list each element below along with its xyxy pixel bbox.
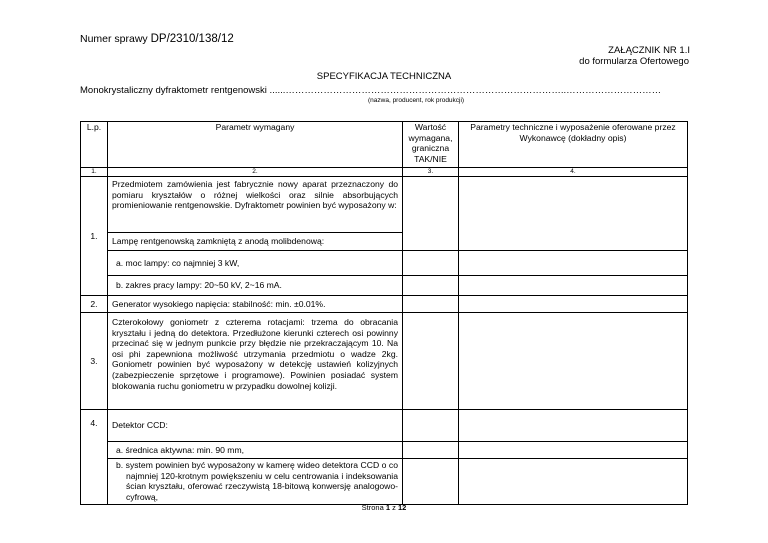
- value-cell[interactable]: [403, 276, 459, 296]
- table-header-row: [81, 122, 688, 168]
- row-lp: 3.: [81, 313, 108, 410]
- table-row: [81, 442, 688, 459]
- case-number: DP/2310/138/12: [150, 33, 234, 45]
- offered-cell[interactable]: [459, 177, 688, 251]
- offered-cell[interactable]: [459, 296, 688, 313]
- page-total: 12: [397, 503, 407, 512]
- device-line: Monokrystaliczny dyfraktometr rentgenowski ......……………………………………………………………………………..…………………………: [80, 85, 662, 96]
- col-number: 2.: [108, 168, 403, 177]
- table-row: [81, 177, 688, 233]
- value-cell[interactable]: [403, 442, 459, 459]
- offered-cell[interactable]: [459, 442, 688, 459]
- value-cell[interactable]: [403, 177, 459, 251]
- page-label: Strona: [361, 503, 384, 512]
- row-text: b. zakres pracy lampy: 20~50 kV, 2~16 mA.: [108, 276, 403, 296]
- offered-cell[interactable]: [459, 410, 688, 442]
- row-text: Czterokołowy goniometr z czterema rotacjami: trzema do obracania kryształu i jedną do detektora. Przedłużone kierunki czterech osi powinny przecinać się w jednym punkcie przy błędzie nie przekraczającym 10. Na osi phi zapewniona możliwość utrzymania przedmiotu o wadze 2kg. Goniometr powinien być wyposażony w detekcję ustawień kolizyjnych (zabezpieczenie sprzętowe i programowe). Powinien posiadać system blokowania ruchu goniometru w przypadku dowolnej kolizji.: [108, 313, 403, 410]
- value-cell[interactable]: [403, 296, 459, 313]
- annex-title: ZAŁĄCZNIK NR 1.I: [608, 45, 690, 56]
- offered-cell[interactable]: [459, 276, 688, 296]
- table-row: [81, 459, 688, 505]
- header-param: Parametr wymagany: [108, 122, 403, 168]
- device-note: (nazwa, producent, rok produkcji): [368, 97, 465, 104]
- page-footer: [0, 503, 768, 512]
- intro-text: Przedmiotem zamówienia jest fabrycznie nowy aparat przeznaczony do pomiaru kryształów o różnej wielkości oraz silnie absorbujących promieniowanie rentgenowskie. Dyfraktometr powinien być wyposażony w:: [108, 177, 403, 233]
- row-lp: 4.: [81, 410, 108, 505]
- row-text: Lampę rentgenowską zamkniętą z anodą molibdenową:: [108, 233, 403, 251]
- value-cell[interactable]: [403, 459, 459, 505]
- table-row: [81, 313, 688, 410]
- row-lp: 2.: [81, 296, 108, 313]
- spec-table: [80, 121, 688, 505]
- value-cell[interactable]: [403, 410, 459, 442]
- row-text: Detektor CCD:: [108, 410, 403, 442]
- page-separator: z: [392, 503, 396, 512]
- col-number: 4.: [459, 168, 688, 177]
- offered-cell[interactable]: [459, 459, 688, 505]
- row-lp: 1.: [81, 177, 108, 296]
- table-row: [81, 251, 688, 276]
- header-value: Wartość wymagana, graniczna TAK/NIE: [403, 122, 459, 168]
- spec-title: SPECYFIKACJA TECHNICZNA: [316, 71, 452, 82]
- header-lp: L.p.: [81, 122, 108, 168]
- table-row: [81, 296, 688, 313]
- page-current: 1: [385, 503, 391, 512]
- row-text: a. moc lampy: co najmniej 3 kW,: [108, 251, 403, 276]
- row-text: Generator wysokiego napięcia: stabilność: min. ±0.01%.: [108, 296, 403, 313]
- column-number-row: [81, 168, 688, 177]
- header-offered: Parametry techniczne i wyposażenie oferowane przez Wykonawcę (dokładny opis): [459, 122, 688, 168]
- table-row: [81, 276, 688, 296]
- value-cell[interactable]: [403, 251, 459, 276]
- case-label: Numer sprawy: [80, 33, 148, 45]
- case-number-line: [80, 33, 234, 45]
- value-cell[interactable]: [403, 313, 459, 410]
- row-text: a. średnica aktywna: min. 90 mm,: [108, 442, 403, 459]
- offered-cell[interactable]: [459, 251, 688, 276]
- table-row: [81, 410, 688, 442]
- row-text: b. system powinien być wyposażony w kamerę wideo detektora CCD o co najmniej 120-krotnym powiększeniu w celu centrowania i indeksowania ścian kryształu, oferować rzeczywistą 18-bitową konwersję analogowo-cyfrową,: [108, 459, 403, 505]
- col-number: 3.: [403, 168, 459, 177]
- col-number: 1.: [81, 168, 108, 177]
- annex-subtitle: do formularza Ofertowego: [579, 56, 689, 67]
- offered-cell[interactable]: [459, 313, 688, 410]
